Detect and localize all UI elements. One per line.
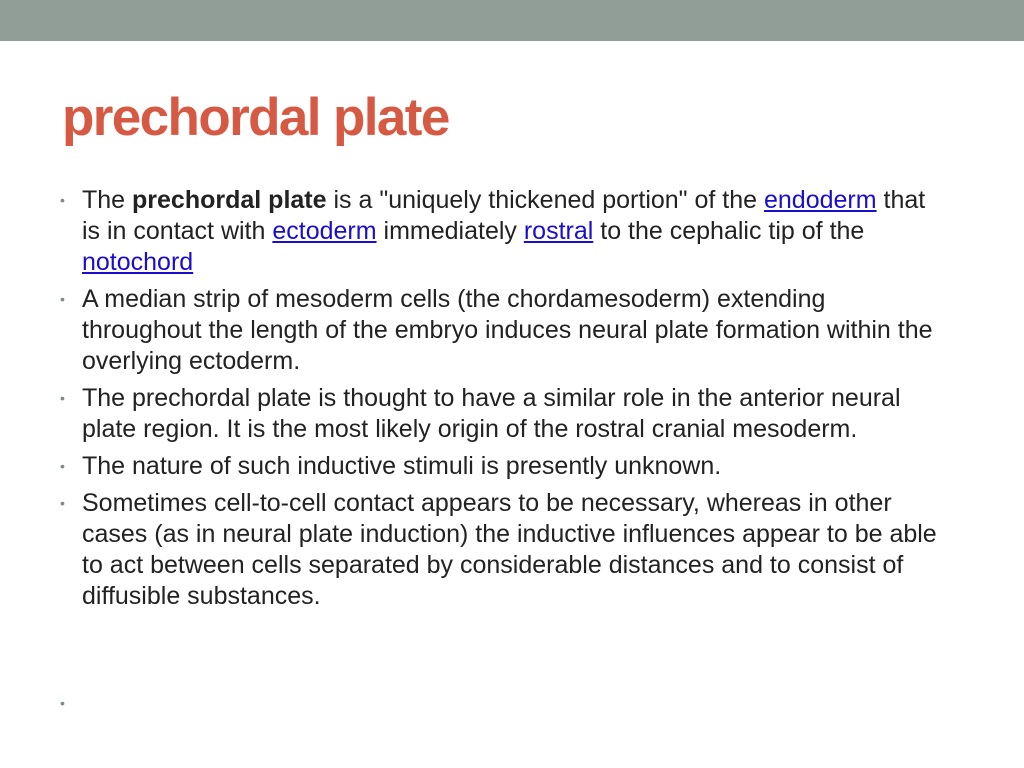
bullet-dot-icon: • (60, 390, 65, 406)
bullet-5-text: Sometimes cell-to-cell contact appears to be necessary, whereas in other cases (as in neural plate induction) the inductive influences appear to be able to act between cells separated by considerable distances and to consist of diffusible substances. (82, 489, 937, 610)
bullet-4-text: The nature of such inductive stimuli is presently unknown. (82, 452, 722, 480)
notochord-link[interactable]: notochord (82, 248, 194, 276)
bullet-1-text-e: to the cephalic tip of the (593, 217, 865, 245)
bullet-dot-icon: • (60, 192, 65, 208)
bullet-item-3 (60, 383, 950, 445)
bullet-1-text-b: is a "uniquely thickened portion" of the (326, 186, 764, 214)
bullet-dot-icon: • (60, 458, 65, 474)
bullet-dot-icon: • (60, 495, 65, 511)
bullet-dot-icon: • (60, 291, 65, 307)
bullet-1-text-c: that is in contact with (82, 186, 926, 245)
bullet-item-2 (60, 284, 950, 377)
endoderm-link[interactable]: endoderm (764, 186, 877, 214)
slide-title: prechordal plate (62, 88, 449, 147)
bullet-3-text: The prechordal plate is thought to have a similar role in the anterior neural plate region. It is the most likely origin of the rostral cranial mesoderm. (82, 384, 901, 443)
bullet-1-text-a: The (82, 186, 133, 214)
bullet-item-5 (60, 488, 950, 612)
bullet-2-text: A median strip of mesoderm cells (the chordamesoderm) extending throughout the length of the embryo induces neural plate formation within the overlying ectoderm. (82, 285, 933, 375)
bullet-item-4 (60, 451, 950, 482)
bullet-1-bold-term: prechordal plate (132, 186, 327, 214)
ectoderm-link[interactable]: ectoderm (272, 217, 377, 245)
empty-bullet-icon: • (60, 695, 65, 711)
top-banner-bar (0, 0, 1024, 41)
rostral-link[interactable]: rostral (523, 217, 594, 245)
bullet-item-1 (60, 185, 950, 278)
bullet-list (60, 185, 950, 618)
bullet-1-text-d: immediately (376, 217, 524, 245)
